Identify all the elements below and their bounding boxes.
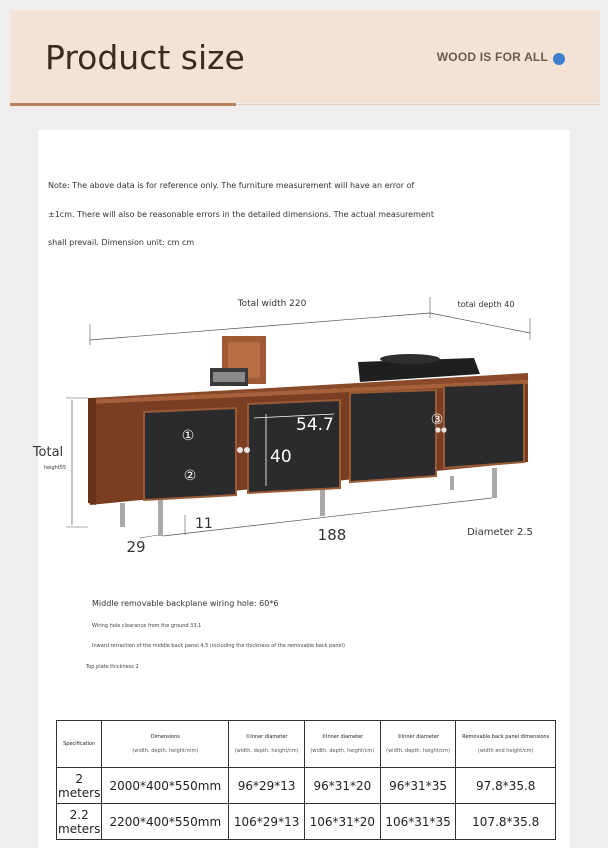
note-line-3: shall prevail. Dimension unit: cm cm [48,238,195,247]
leg-depth-label: 29 [126,538,146,556]
note-line-1: Note: The above data is for reference only. The furniture measurement will have an error of [48,181,415,190]
diameter-label: Diameter 2.5 [467,527,533,538]
table-header-cell: Specification [57,721,102,768]
table-cell: 2000*400*550mm [102,768,229,804]
page-title: Product size [45,38,245,77]
table-cell: 2 meters [57,768,102,804]
total-depth-label: total depth 40 [457,300,515,309]
table-row [57,768,556,804]
table-header-row [57,721,556,768]
table-cell: 2200*400*550mm [102,804,229,840]
total-width-label: Total width 220 [237,299,307,309]
table-cell: 106*29*13 [229,804,305,840]
table-cell: 96*31*20 [304,768,380,804]
specification-table [56,720,556,840]
total-label: Total [32,445,64,460]
marker-1: ① [181,428,195,444]
wiring-clearance: Wiring hole clearance from the ground 33.1 [92,623,202,629]
table-header-cell: ①Inner diameter (width, depth, height/cm) [229,721,305,768]
note-line-2: ±1cm. There will also be reasonable errors in the detailed dimensions. The actual measurement [48,210,435,219]
marker-2: ② [183,468,197,484]
inner-width-label: 54.7 [296,415,334,435]
table-header-cell: Dimensions (width, depth, height/mm) [102,721,229,768]
table-header-cell: Removable back panel dimensions (width and height/cm) [456,721,556,768]
table-cell: 96*29*13 [229,768,305,804]
marker-3: ③ [430,412,444,428]
table-row [57,804,556,840]
total-height-label: height55 [43,465,67,471]
leg-height-label: 11 [195,516,213,532]
table-cell: 107.8*35.8 [456,804,556,840]
table-cell: 106*31*35 [380,804,456,840]
brand-tagline: WOOD IS FOR ALL [436,50,548,64]
table-header-cell: ②Inner diameter (width, depth, height/cm) [304,721,380,768]
leg-span-label: 188 [317,526,347,544]
top-plate-thickness: Top plate thickness 2 [86,664,139,670]
table-cell: 96*31*35 [380,768,456,804]
inner-height-label: 40 [270,447,292,467]
table-header-cell: ③Inner diameter (width, depth, height/cm) [380,721,456,768]
table-cell: 106*31*20 [304,804,380,840]
back-panel-retraction: Inward retraction of the middle back panel 4.5 (including the thickness of the removable back panel) [92,643,345,649]
backplane-wiring-hole: Middle removable backplane wiring hole: 60*6 [92,599,279,608]
table-cell: 97.8*35.8 [456,768,556,804]
table-cell: 2.2 meters [57,804,102,840]
